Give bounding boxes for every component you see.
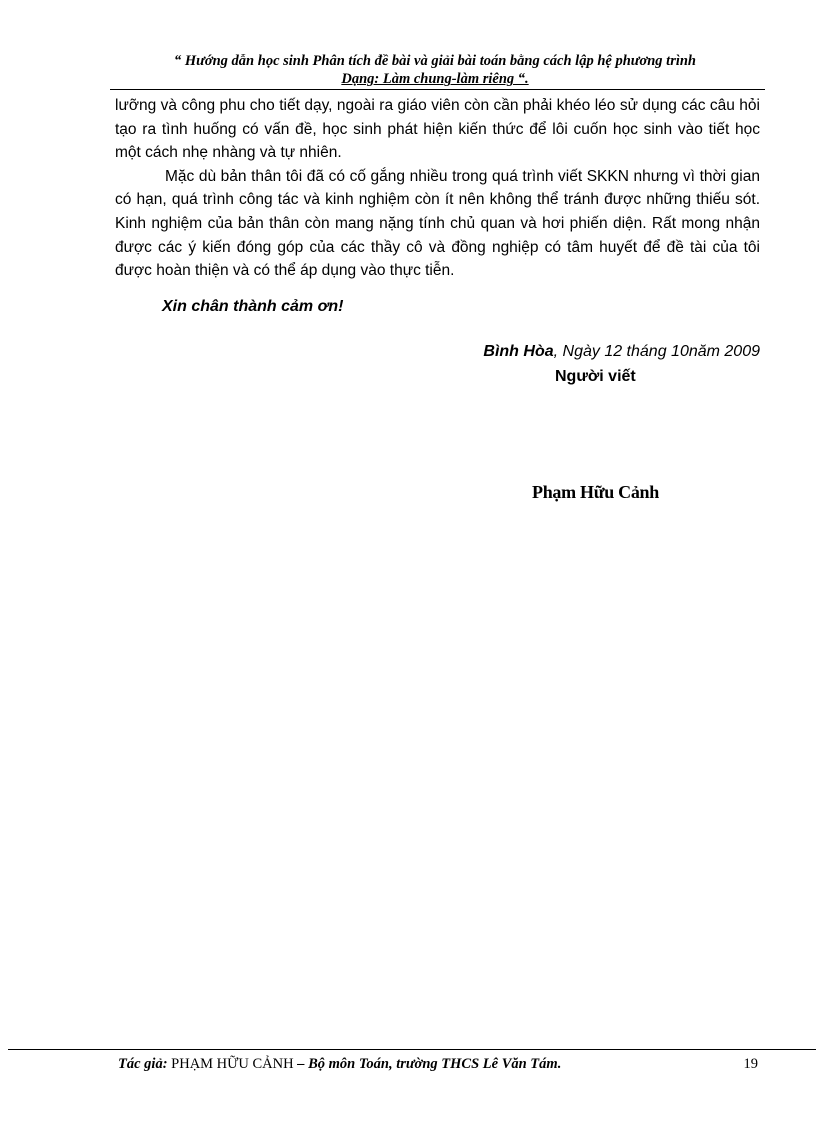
page-header	[110, 52, 760, 88]
page-number: 19	[743, 1056, 758, 1072]
page-footer	[118, 1055, 758, 1073]
header-divider	[110, 89, 765, 90]
closing-thanks: Xin chân thành cảm ơn!	[162, 298, 344, 315]
header-title-line-1: “ Hướng dẫn học sinh Phân tích đề bài và giải bài toán bằng cách lập hệ phương trình	[174, 53, 696, 69]
footer-author-name: PHẠM HỮU CẢNH	[171, 1056, 294, 1072]
footer-department: – Bộ môn Toán, trường THCS Lê Văn Tám.	[293, 1056, 562, 1072]
date-line	[483, 343, 760, 361]
date-place: Bình Hòa	[483, 343, 554, 360]
signature-name: Phạm Hữu Cảnh	[532, 482, 659, 502]
footer-divider	[8, 1049, 816, 1050]
writer-label: Người viết	[555, 368, 636, 385]
header-title-line-2: Dạng: Làm chung-làm riêng “.	[341, 71, 529, 87]
body-paragraph-2: Mặc dù bản thân tôi đã có cố gắng nhiều trong quá trình viết SKKN nhưng vì thời gian có hạn, quá trình công tác và kinh nghiệm còn ít nên không thể tránh được những thiếu sót. Kinh nghiệm của bản thân còn mang nặng tính chủ quan và hơi phiến diện. Rất mong nhận được các ý kiến đóng góp của các thầy cô và đồng nghiệp có tâm huyết để đề tài của tôi được hoàn thiện và có thể áp dụng vào thực tiễn.	[115, 167, 760, 280]
document-body	[115, 94, 760, 283]
date-text: , Ngày 12 tháng 10năm 2009	[553, 343, 760, 360]
footer-author-label: Tác giả:	[118, 1056, 172, 1072]
body-paragraph-1: lưỡng và công phu cho tiết dạy, ngoài ra giáo viên còn cần phải khéo léo sử dụng các câu hỏi tạo ra tình huống có vấn đề, học sinh phát hiện kiến thức để lôi cuốn học sinh vào tiết học một cách nhẹ nhàng và tự nhiên.	[115, 97, 760, 162]
